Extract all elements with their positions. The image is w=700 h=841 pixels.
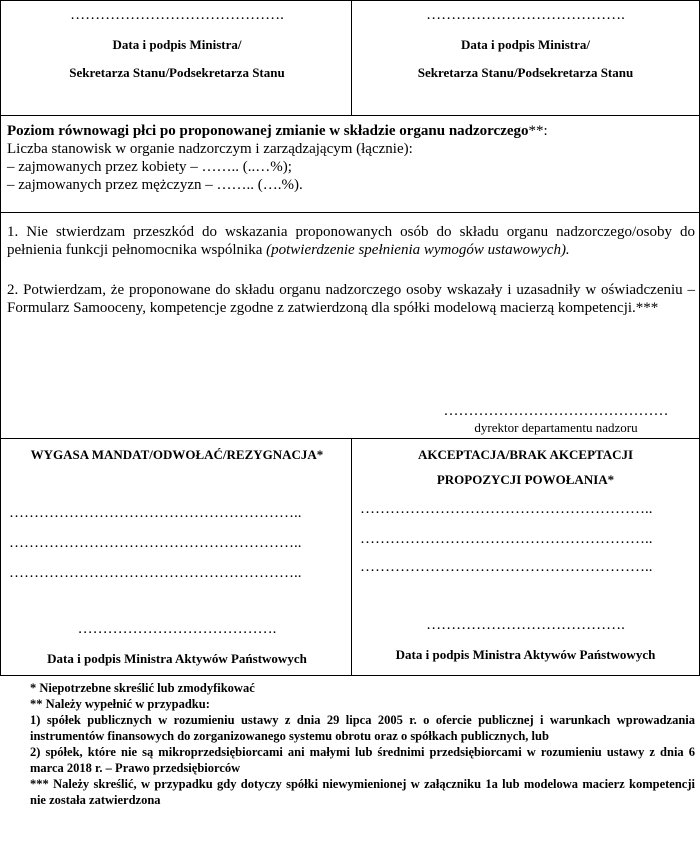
signature-dots: ……………………………………. xyxy=(70,7,284,23)
signature-dots: …………………………………. xyxy=(426,617,625,633)
statement-paragraph-1 xyxy=(7,223,695,259)
signature-dots: …………………………………. xyxy=(426,7,625,23)
men-count-line: – zajmowanych przez mężczyzn – …….. (….%). xyxy=(7,177,303,193)
footnote-1: * Niepotrzebne skreślić lub zmodyfikować xyxy=(30,681,255,695)
signature-label-line1: Data i podpis Ministra/ xyxy=(112,37,242,52)
signature-label-line1: Data i podpis Ministra/ xyxy=(461,37,590,52)
bottom-left-cell xyxy=(0,438,352,676)
director-signature-label: dyrektor departamentu nadzoru xyxy=(474,420,638,435)
footnote-mark: **: xyxy=(528,123,548,139)
gender-balance-heading: Poziom równowagi płci po proponowanej zmianie w składzie organu nadzorczego xyxy=(7,123,529,139)
entry-line: ………………………………………………….. xyxy=(360,501,653,517)
entry-line: ………………………………………………….. xyxy=(9,535,302,551)
entry-line: ………………………………………………….. xyxy=(360,531,653,547)
signature-label-line2: Sekretarza Stanu/Podsekretarza Stanu xyxy=(69,65,285,80)
gender-balance-section xyxy=(0,115,700,213)
footnotes xyxy=(30,680,695,808)
director-signature-dots: ……………………………………… xyxy=(443,403,669,419)
women-count-line: – zajmowanych przez kobiety – …….. (..…%); xyxy=(7,159,292,175)
statement-paragraph-2: 2. Potwierdzam, że proponowane do składu organu nadzorczego osoby wskazały i uzasadniły w oświadczeniu – Formularz Samooceny, kompetencje zgodne z zatwierdzoną dla spółki modelową macierzą kompetencji.*** xyxy=(7,282,695,316)
footnote-5: *** Należy skreślić, w przypadku gdy dotyczy spółki niewymienionej w załączniku 1a lub modelowa macierz kompetencji nie została zatwierdzona xyxy=(30,777,695,807)
statement-p1-italic: (potwierdzenie spełnienia wymogów ustawowych). xyxy=(266,242,570,258)
acceptance-title-line1: AKCEPTACJA/BRAK AKCEPTACJI xyxy=(417,447,634,462)
entry-line: ………………………………………………….. xyxy=(9,505,302,521)
top-left-signature-cell xyxy=(0,0,352,116)
top-right-signature-cell xyxy=(351,0,700,116)
bottom-right-cell xyxy=(351,438,700,676)
entry-line: ………………………………………………….. xyxy=(9,565,302,581)
signature-dots: …………………………………. xyxy=(77,621,277,637)
statement-section xyxy=(0,212,700,439)
minister-signature-label: Data i podpis Ministra Aktywów Państwowych xyxy=(395,647,656,662)
signature-label-line2: Sekretarza Stanu/Podsekretarza Stanu xyxy=(417,65,634,80)
footnote-2: ** Należy wypełnić w przypadku: xyxy=(30,697,210,711)
entry-line: ………………………………………………….. xyxy=(360,559,653,575)
mandate-title: WYGASA MANDAT/ODWOŁAĆ/REZYGNACJA* xyxy=(30,447,324,462)
statement-p1-text: 1. Nie stwierdzam przeszkód do wskazania proponowanych osób do składu organu nadzorczego/osoby do pełnienia funkcji pełnomocnika wspólnika xyxy=(7,224,695,258)
footnote-4: 2) spółek, które nie są mikroprzedsiębiorcami ani małymi lub średnimi przedsiębiorcami w rozumieniu ustawy z dnia 6 marca 2018 r. – Prawo przedsiębiorców xyxy=(30,745,695,775)
footnote-3: 1) spółek publicznych w rozumieniu ustawy z dnia 29 lipca 2005 r. o ofercie publicznej i warunkach wprowadzania instrumentów finansowych do zorganizowanego systemu obrotu oraz o spółkach publicznych, lub xyxy=(30,713,695,743)
positions-count-line: Liczba stanowisk w organie nadzorczym i zarządzającym (łącznie): xyxy=(7,141,413,157)
minister-signature-label: Data i podpis Ministra Aktywów Państwowych xyxy=(47,651,307,666)
gender-balance-text xyxy=(7,122,695,194)
acceptance-title-line2: PROPOZYCJI POWOŁANIA* xyxy=(436,472,615,487)
